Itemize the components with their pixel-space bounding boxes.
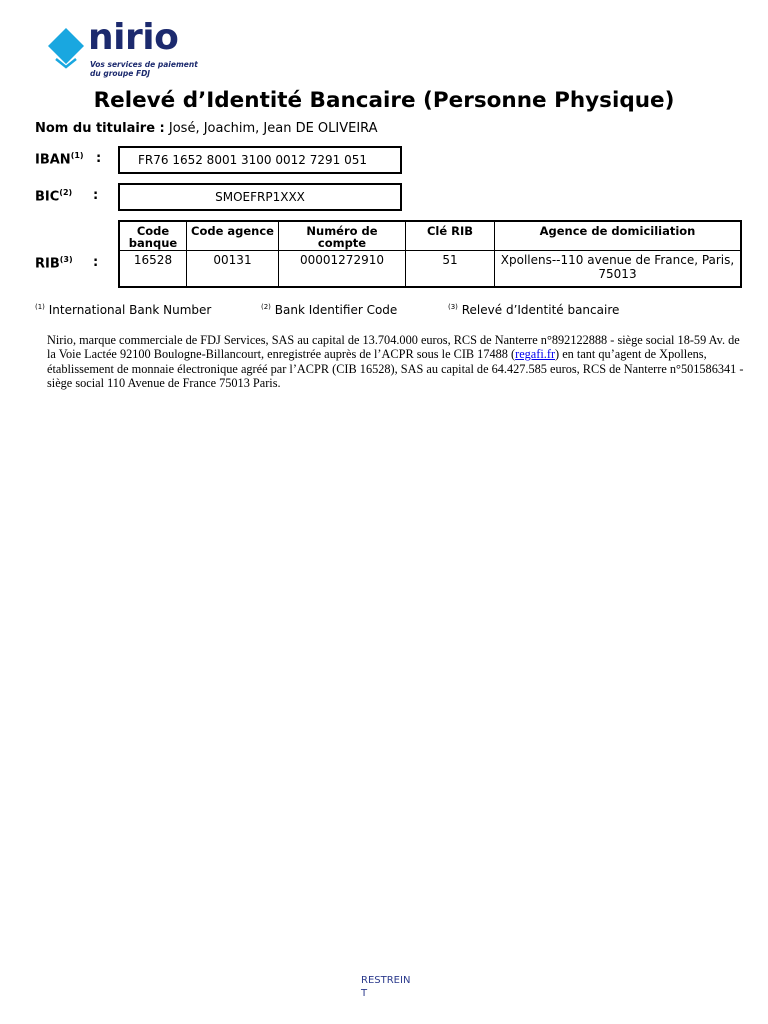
footnote: $^{(2)}$ Bank Identifier Code bbox=[261, 303, 398, 317]
iban-field bbox=[118, 146, 402, 174]
page-title: Relevé d’Identité Bancaire (Personne Physique) bbox=[93, 88, 675, 113]
rib-header-agence: Agence de domiciliation bbox=[495, 221, 742, 251]
classification-label: RESTREINT bbox=[361, 975, 411, 999]
iban-value: FR76 1652 8001 3100 0012 7291 051 bbox=[138, 153, 367, 167]
regafi-link[interactable]: regafi.fr bbox=[515, 347, 556, 362]
holder-value: José, Joachim, Jean DE OLIVEIRA bbox=[168, 121, 378, 136]
bic-label: BIC$^{(2)}$ : bbox=[35, 188, 99, 205]
bic-value: SMOEFRP1XXX bbox=[215, 190, 305, 204]
iban-label: IBAN$^{(1)}$ : bbox=[35, 151, 102, 168]
rib-header-numero-compte: Numéro de compte bbox=[279, 221, 406, 251]
legal-notice: Nirio, marque commerciale de FDJ Services, SAS au capital de 13.704.000 euros, RCS de Nanterre n°892122888 - siège social 18-59 Av. de la Voie Lactée 92100 Boulogne-Billancourt, enregistrée auprès de l’ACPR sous le CIB 17488 (regafi.fr) en tant qu’agent de Xpollens, établissement de monnaie électronique agréé par l’ACPR (CIB 16528), SAS au capital de 64.427.585 euros, RCS de Nanterre n°501586341 - siège social 110 Avenue de France 75013 Paris. bbox=[47, 333, 744, 391]
brand-tagline: Vos services de paiement du groupe FDJ bbox=[90, 60, 198, 78]
nirio-logo bbox=[46, 17, 206, 82]
account-holder bbox=[35, 121, 378, 136]
rib-value-row bbox=[119, 251, 741, 288]
rib-header-row bbox=[119, 221, 741, 251]
footnote: $^{(3)}$ Relevé d’Identité bancaire bbox=[448, 303, 620, 317]
brand-name: nirio bbox=[88, 17, 179, 58]
rib-table bbox=[118, 220, 742, 288]
rib-code-agence: 00131 bbox=[187, 251, 279, 288]
rib-numero-compte: 00001272910 bbox=[279, 251, 406, 288]
rib-label: RIB$^{(3)}$ : bbox=[35, 255, 99, 272]
holder-label: Nom du titulaire : bbox=[35, 121, 165, 136]
footnote: $^{(1)}$ International Bank Number bbox=[35, 303, 212, 317]
rib-code-banque: 16528 bbox=[119, 251, 187, 288]
rib-agence-domiciliation: Xpollens--110 avenue de France, Paris, 75013 bbox=[495, 251, 742, 288]
bic-field bbox=[118, 183, 402, 211]
nirio-diamond-icon bbox=[46, 26, 86, 70]
rib-header-code-banque: Code banque bbox=[119, 221, 187, 251]
rib-header-code-agence: Code agence bbox=[187, 221, 279, 251]
rib-header-cle-rib: Clé RIB bbox=[406, 221, 495, 251]
rib-cle-rib: 51 bbox=[406, 251, 495, 288]
